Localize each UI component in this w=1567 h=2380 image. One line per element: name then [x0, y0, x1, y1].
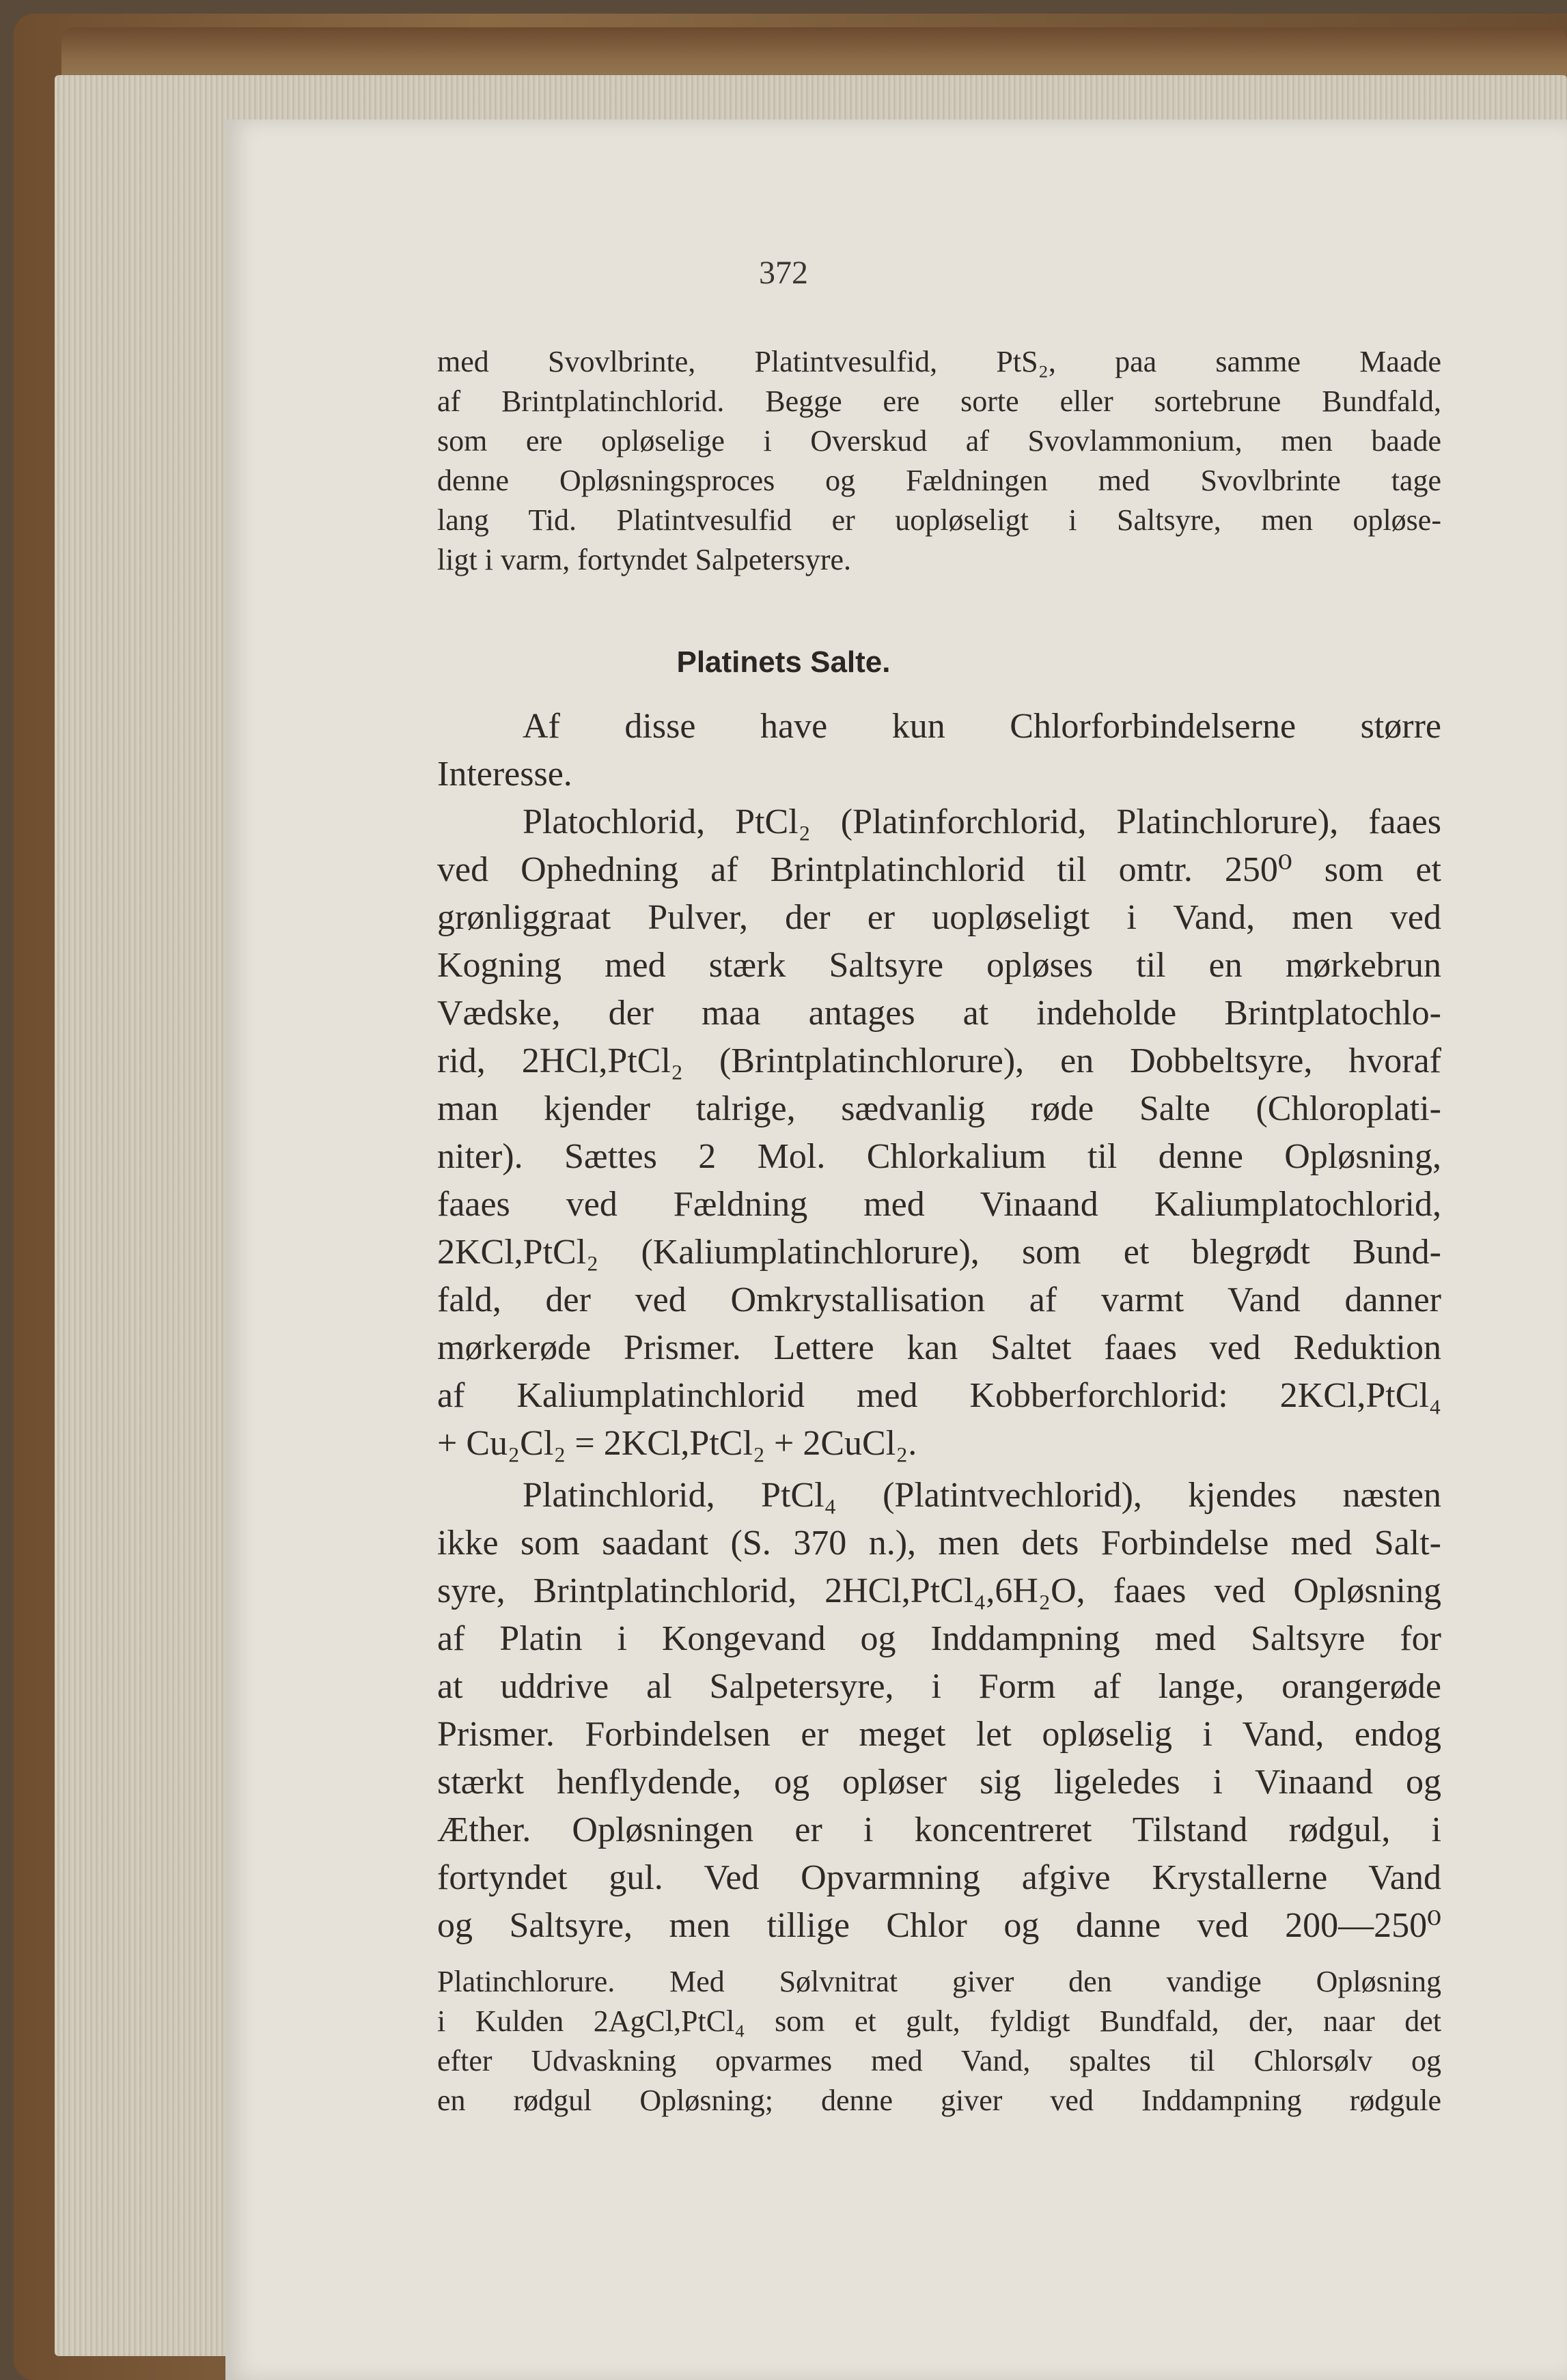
text-line: som ere opløselige i Overskud af Svovlammonium, men baade — [437, 424, 1441, 458]
text-line: efter Udvaskning opvarmes med Vand, spaltes til Chlorsølv og — [437, 2044, 1441, 2077]
text-line: grønliggraat Pulver, der er uopløseligt i Vand, men ved — [437, 898, 1441, 937]
text-line: syre, Brintplatinchlorid, 2HCl,PtCl₄,6H₂O, faaes ved Opløsning — [437, 1571, 1441, 1610]
text-line: Platinchlorure. Med Sølvnitrat giver den vandige Opløsning — [437, 1965, 1441, 1998]
text-line: i Kulden 2AgCl,PtCl₄ som et gult, fyldigt Bundfald, der, naar det — [437, 2004, 1441, 2038]
text-line: Vædske, der maa antages at indeholde Brintplatochlo- — [437, 994, 1441, 1033]
text-line: man kjender talrige, sædvanlig røde Salte (Chloroplati- — [437, 1089, 1441, 1128]
text-line: at uddrive al Salpetersyre, i Form af lange, orangerøde — [437, 1667, 1441, 1706]
page-number: 372 — [759, 255, 808, 291]
text-line: stærkt henflydende, og opløser sig ligeledes i Vinaand og — [437, 1763, 1441, 1802]
text-line: niter). Sættes 2 Mol. Chlorkalium til denne Opløsning, — [437, 1137, 1441, 1176]
text-line: af Brintplatinchlorid. Begge ere sorte eller sortebrune Bundfald, — [437, 384, 1441, 418]
text-line: ved Ophedning af Brintplatinchlorid til omtr. 250⁰ som et — [437, 850, 1441, 889]
text-line: Prismer. Forbindelsen er meget let opløselig i Vand, endog — [437, 1715, 1441, 1754]
text-line: Platochlorid, PtCl₂ (Platinforchlorid, Platinchlorure), faaes — [523, 802, 1441, 841]
text-line: faaes ved Fældning med Vinaand Kaliumplatochlorid, — [437, 1185, 1441, 1224]
section-heading: Platinets Salte. — [676, 645, 891, 679]
text-line: 2KCl,PtCl₂ (Kaliumplatinchlorure), som et blegrødt Bund- — [437, 1233, 1441, 1272]
text-line: Kogning med stærk Saltsyre opløses til en mørkebrun — [437, 946, 1441, 985]
text-line: ligt i varm, fortyndet Salpetersyre. — [437, 543, 852, 576]
text-line: Platinchlorid, PtCl₄ (Platintvechlorid), kjendes næsten — [523, 1476, 1441, 1515]
text-line: mørkerøde Prismer. Lettere kan Saltet faaes ved Reduktion — [437, 1328, 1441, 1367]
text-line: rid, 2HCl,PtCl₂ (Brintplatinchlorure), en Dobbeltsyre, hvoraf — [437, 1041, 1441, 1080]
text-line: ikke som saadant (S. 370 n.), men dets Forbindelse med Salt- — [437, 1524, 1441, 1563]
text-line: Af disse have kun Chlorforbindelserne større — [523, 707, 1441, 746]
text-line: og Saltsyre, men tillige Chlor og danne ved 200—250⁰ — [437, 1906, 1441, 1945]
text-line: af Platin i Kongevand og Inddampning med Saltsyre for — [437, 1619, 1441, 1658]
text-line: af Kaliumplatinchlorid med Kobberforchlorid: 2KCl,PtCl₄ — [437, 1376, 1441, 1415]
text-line: + Cu₂Cl₂ = 2KCl,PtCl₂ + 2CuCl₂. — [437, 1424, 917, 1463]
text-line: en rødgul Opløsning; denne giver ved Inddampning rødgule — [437, 2084, 1441, 2117]
text-line: fortyndet gul. Ved Opvarmning afgive Krystallerne Vand — [437, 1858, 1441, 1897]
text-line: fald, der ved Omkrystallisation af varmt Vand danner — [437, 1280, 1441, 1319]
text-line: denne Opløsningsproces og Fældningen med Svovlbrinte tage — [437, 464, 1441, 497]
text-line: med Svovlbrinte, Platintvesulfid, PtS₂, paa samme Maade — [437, 345, 1441, 378]
text-line: Interesse. — [437, 755, 572, 794]
text-line: Æther. Opløsningen er i koncentreret Tilstand rødgul, i — [437, 1810, 1441, 1849]
text-line: lang Tid. Platintvesulfid er uopløseligt i Saltsyre, men opløse- — [437, 503, 1441, 537]
